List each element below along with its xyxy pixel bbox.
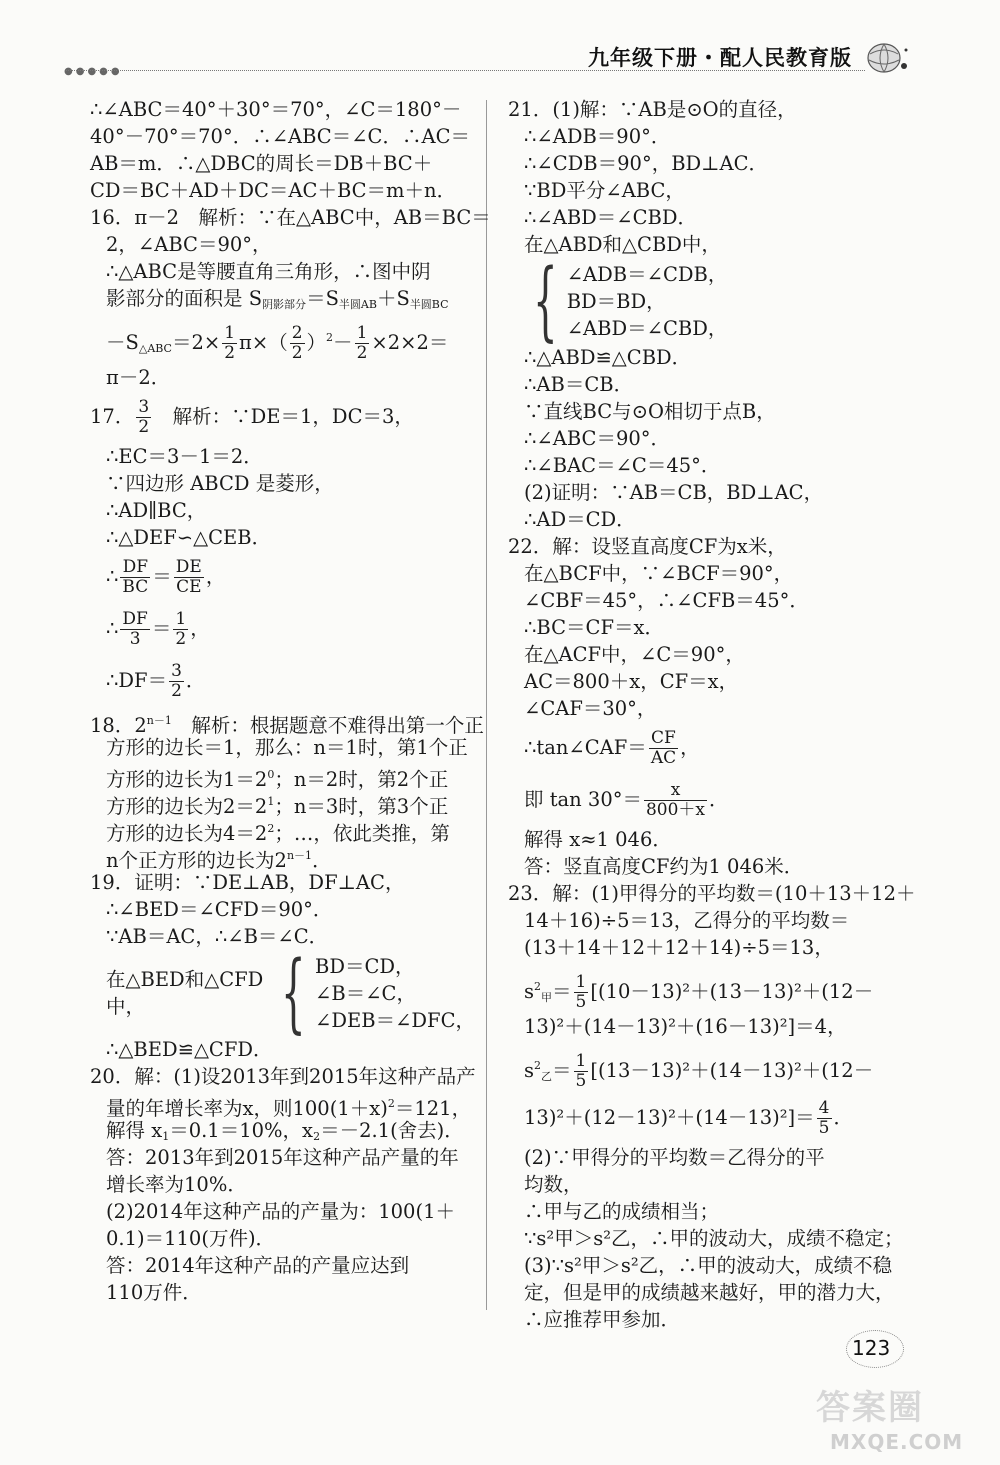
text-line: ∴甲与乙的成绩相当； (524, 1200, 720, 1223)
denominator: 2 (291, 343, 303, 363)
text-line: ∴EC＝3－1＝2． (106, 445, 263, 468)
fraction (574, 1052, 589, 1091)
subscript: 1 (162, 1130, 170, 1143)
text-line: ∠DEB＝∠DFC， (315, 1008, 475, 1032)
text-line (90, 391, 475, 443)
text-fragment: 解析：根据题意不难得出第一个正 (171, 714, 484, 737)
numerator: DE (175, 557, 202, 577)
text-fragment: ＝ (552, 980, 572, 1003)
text-fragment: ， (205, 565, 226, 588)
right-column (508, 96, 916, 1333)
formula-line (90, 603, 475, 655)
text-line: π－2． (106, 366, 171, 389)
denominator: 5 (575, 992, 587, 1012)
page-number (852, 1336, 906, 1364)
text-line: ∴△BED≌△CFD． (106, 1038, 273, 1061)
text-line: 22．解：设竖直高度CF为x米， (508, 535, 787, 558)
subscript: 半圆BC (409, 298, 449, 311)
text-fragment: π×（ (239, 331, 288, 354)
text-fragment: 量的年增长率为x，则100(1＋x) (106, 1097, 388, 1120)
text-fragment: ；n＝3时，第3个正 (274, 795, 449, 818)
numerator: 1 (175, 609, 187, 629)
text-fragment: ∴ (106, 617, 119, 640)
numerator: DF (122, 609, 148, 629)
text-fragment: ， (680, 736, 700, 759)
text-line: 答：2013年到2015年这种产品产量的年 (106, 1146, 459, 1169)
text-line: 20．解：(1)设2013年到2015年这种产品产 (90, 1065, 476, 1088)
numerator: 3 (171, 661, 182, 681)
text-fragment: ×2×2＝ (371, 331, 449, 354)
watermark-logo: 答案圈 (816, 1388, 924, 1428)
fraction (136, 398, 151, 437)
text-fragment: 解得 x (106, 1119, 163, 1142)
denominator: 2 (138, 417, 150, 437)
text-fragment: ． (709, 788, 729, 811)
text-line: ∴△DEF∽△CEB． (106, 526, 272, 549)
text-line: 23．解：(1)甲得分的平均数＝(10＋13＋12＋ (508, 882, 916, 905)
brace-lines (567, 261, 728, 342)
left-column (90, 96, 491, 1306)
answer-21 (508, 96, 908, 533)
text-line: ∵BD平分∠ABC， (524, 179, 685, 202)
left-brace-icon: { (533, 251, 558, 351)
text-line: 均数， (524, 1173, 583, 1196)
superscript: 2 (326, 331, 334, 344)
text-fragment: 解析：∵DE＝1，DC＝3， (153, 405, 414, 428)
superscript: 2 (534, 1059, 542, 1072)
text-fragment: ；…，依此类推，第 (274, 822, 450, 845)
text-fragment: ） (306, 331, 327, 354)
text-line: 0.1)＝110(万件)． (106, 1227, 276, 1250)
text-line: ∴△ABC是等腰直角三角形，∴图中阴 (106, 260, 431, 283)
fraction (817, 1099, 832, 1138)
text-line: 21．(1)解：∵AB是⊙O的直径， (508, 98, 797, 121)
text-fragment: 方形的边长为1＝2 (106, 768, 268, 791)
text-fragment: 即 tan 30°＝ (524, 788, 642, 811)
text-line: ∠B＝∠C， (315, 981, 416, 1005)
text-line: (2)2014年这种产品的产量为：100(1＋ (106, 1200, 455, 1223)
fraction (173, 610, 188, 649)
numerator: 1 (224, 323, 236, 343)
globe-ornament-icon (864, 38, 910, 78)
denominator: 2 (171, 681, 182, 701)
column-divider (486, 100, 487, 1310)
superscript: 2 (387, 1097, 395, 1110)
text-line: ∠CAF＝30°， (524, 697, 657, 720)
text-fragment: 在△BED和△CFD中， (106, 968, 264, 1018)
text-line: 14＋16)÷5＝13，乙得分的平均数＝ (524, 909, 850, 932)
text-fragment: ＝－2.1(舍去)． (320, 1119, 464, 1142)
answer-18 (90, 707, 484, 872)
formula-line (90, 655, 475, 707)
text-fragment: s (524, 980, 535, 1003)
text-line: (3)∵s²甲＞s²乙，∴甲的波动大，成绩不稳 (524, 1254, 893, 1277)
text-fragment: 影部分的面积是 S (106, 287, 263, 310)
text-fragment: 方形的边长为4＝2 (106, 822, 268, 845)
superscript: 2 (267, 822, 275, 835)
superscript: 2 (534, 980, 542, 993)
subscript: 甲 (541, 991, 553, 1004)
text-line: CD＝BC＋AD＋DC＝AC＋BC＝m＋n． (90, 179, 457, 202)
fraction (120, 610, 149, 649)
text-line: BD＝BD， (566, 289, 666, 313)
subscript: △ABC (138, 342, 172, 355)
numerator: 1 (356, 323, 368, 343)
text-fragment: ． (185, 669, 206, 692)
text-line: 增长率为10%． (106, 1173, 247, 1196)
text-line: ∴∠BAC＝∠C＝45°． (524, 454, 721, 477)
text-line: ∴∠ABD＝∠CBD． (524, 206, 698, 229)
superscript: 1 (267, 795, 275, 808)
text-line: (2)∵甲得分的平均数＝乙得分的平 (524, 1146, 825, 1169)
denominator: 2 (224, 343, 236, 363)
fraction (574, 973, 589, 1012)
watermark-url: MXQE.COM (830, 1430, 964, 1454)
answer-19 (90, 869, 475, 1063)
text-line: ∵s²甲＞s²乙，∴甲的波动大，成绩不稳定； (524, 1227, 904, 1250)
numerator: 2 (291, 323, 303, 343)
formula-line (508, 1040, 908, 1092)
text-line (90, 1090, 475, 1120)
text-line: 13)²＋(14－13)²＋(16－13)²]＝4， (524, 1015, 847, 1038)
numerator: 1 (575, 972, 587, 992)
text-fragment: 13)²＋(12－13)²＋(14－13)²]＝ (524, 1106, 815, 1129)
numerator: CF (649, 729, 678, 749)
text-line: 在△BCF中，∵∠BCF＝90°， (524, 562, 794, 585)
text-fragment: 17． (90, 405, 135, 428)
numerator: 4 (818, 1098, 830, 1118)
text-line: ∠CBF＝45°，∴∠CFB＝45°． (524, 589, 809, 612)
text-fragment: － (333, 331, 353, 354)
text-line: ∵四边形 ABCD 是菱形， (106, 472, 334, 495)
answer-23 (508, 880, 916, 1333)
text-fragment: ∴DF＝ (106, 669, 168, 692)
denominator: 800＋x (645, 800, 706, 820)
text-fragment: ＋S (376, 287, 410, 310)
text-line (90, 285, 475, 312)
text-fragment: ． (833, 1106, 854, 1129)
fraction (174, 558, 204, 597)
text-line: ∵AB＝AC，∴∠B＝∠C． (106, 925, 329, 948)
answer-15-continued (90, 96, 475, 204)
text-fragment: ＝121， (394, 1097, 472, 1120)
text-line: 在△ABD和△CBD中， (524, 233, 721, 256)
text-line: ∴△ABD≌△CBD． (524, 346, 692, 369)
denominator: 2 (356, 343, 368, 363)
fraction (169, 662, 184, 701)
denominator: 2 (175, 629, 187, 649)
text-line: (2)证明：∵AB＝CB，BD⊥AC， (524, 481, 824, 504)
text-fragment: ∴ (106, 565, 119, 588)
text-line: 答：竖直高度CF约为1 046米． (524, 855, 804, 878)
superscript: n－1 (146, 714, 172, 727)
text-fragment: [(13－13)²＋(14－13)²＋(12－ (590, 1059, 874, 1082)
text-fragment: [(10－13)²＋(13－13)²＋(12－ (590, 980, 874, 1003)
text-line: ∴∠ADB＝90°． (524, 125, 671, 148)
fraction (222, 324, 237, 363)
answer-22 (508, 533, 908, 880)
denominator: BC (122, 577, 149, 597)
text-fragment: ＝0.1＝10%，x (169, 1119, 314, 1142)
text-fragment: n个正方形的边长为2 (106, 849, 287, 872)
answer-20 (90, 1063, 475, 1306)
text-fragment: ∴tan∠CAF＝ (524, 736, 647, 759)
denominator: CE (176, 577, 202, 597)
text-line: 40°－70°＝70°．∴∠ABC＝∠C．∴AC＝ (90, 125, 470, 148)
text-line (90, 788, 475, 818)
fraction (649, 729, 678, 768)
text-line: ∴∠ABC＝40°＋30°＝70°，∠C＝180°－ (90, 98, 462, 121)
denominator: 3 (129, 629, 141, 649)
left-brace-icon: { (281, 943, 306, 1043)
numerator: x (644, 781, 707, 801)
text-line (90, 761, 475, 791)
text-line: 110万件． (106, 1281, 202, 1304)
text-line (90, 707, 484, 737)
text-line: 答：2014年这种产品的产量应达到 (106, 1254, 410, 1277)
text-line: ∠ADB＝∠CDB， (566, 262, 728, 286)
text-fragment: 方形的边长为2＝2 (106, 795, 268, 818)
text-line: (13＋14＋12＋12＋14)÷5＝13， (524, 936, 834, 959)
superscript: n－1 (286, 849, 313, 862)
text-fragment: ． (312, 849, 332, 872)
text-fragment: ＝ (152, 565, 172, 588)
subscript: 阴影部分 (262, 298, 307, 311)
text-line (90, 842, 475, 872)
text-line: ∴BC＝CF＝x． (524, 616, 664, 639)
numerator: DF (120, 558, 150, 578)
formula-line (508, 774, 908, 826)
text-line: BD＝CD， (315, 954, 415, 978)
text-fragment: ＝ (151, 617, 172, 640)
header-dots-decoration: ●●●●● (64, 66, 123, 77)
page-header (0, 0, 1000, 80)
text-line: ∴∠BED＝∠CFD＝90°． (106, 898, 333, 921)
text-fragment: －S (106, 331, 139, 354)
text-fragment: ＝S (306, 287, 339, 310)
text-line: ∴∠CDB＝90°，BD⊥AC． (524, 152, 768, 175)
text-fragment: ；n＝2时，第2个正 (274, 768, 449, 791)
text-line: ∴AD∥BC， (106, 499, 207, 522)
text-line: 在△ACF中，∠C＝90°， (524, 643, 745, 666)
formula-line (508, 1092, 908, 1144)
formula-line (90, 312, 475, 364)
answer-17 (90, 391, 475, 707)
fraction (644, 781, 707, 820)
page-number-text: 123 (852, 1336, 891, 1360)
text-line (90, 815, 475, 845)
text-line: 16．π－2 解析：∵在△ABC中，AB＝BC＝ (90, 206, 491, 229)
subscript: 2 (313, 1130, 321, 1143)
text-fragment: ＝2× (171, 331, 221, 354)
text-fragment: s (524, 1059, 535, 1082)
brace-lines (315, 953, 475, 1034)
formula-line (508, 722, 908, 774)
fraction (120, 558, 150, 597)
formula-line (90, 551, 475, 603)
denominator: 5 (575, 1071, 587, 1091)
text-line: 2，∠ABC＝90°， (106, 233, 272, 256)
formula-line (508, 961, 908, 1013)
numerator: 3 (138, 397, 150, 417)
answer-16 (90, 204, 491, 391)
text-line: 方形的边长＝1，那么：n＝1时，第1个正 (106, 736, 468, 759)
text-line: 定，但是甲的成绩越来越好，甲的潜力大， (524, 1281, 895, 1304)
brace-system (508, 251, 908, 351)
text-line: ∴AB＝CB． (524, 373, 634, 396)
brace-system (90, 943, 475, 1043)
text-line: ∵直线BC与⊙O相切于点B， (524, 400, 776, 423)
page-number-ring-decoration (846, 1330, 904, 1368)
text-line: AB＝m．∴△DBC的周长＝DB＋BC＋ (90, 152, 433, 175)
book-title: 九年级下册・配人民教育版 (588, 46, 852, 70)
fraction (355, 324, 370, 363)
numerator: 1 (575, 1051, 587, 1071)
text-fragment: 18．2 (90, 714, 147, 737)
text-line: 解得 x≈1 046． (524, 828, 672, 851)
text-line: ∴∠ABC＝90°． (524, 427, 671, 450)
text-line (90, 1117, 475, 1144)
denominator: 5 (818, 1118, 830, 1138)
text-line: ∠ABD＝∠CBD， (566, 316, 728, 340)
text-line: AC＝800＋x，CF＝x， (524, 670, 739, 693)
denominator: AC (650, 748, 677, 768)
text-line: ∴AD＝CD． (524, 508, 636, 531)
text-line: ∴应推荐甲参加． (524, 1308, 681, 1331)
text-line: 19．证明：∵DE⊥AB，DF⊥AC， (90, 871, 405, 894)
superscript: 0 (267, 768, 275, 781)
subscript: 半圆AB (338, 298, 377, 311)
text-fragment: ， (190, 617, 210, 640)
text-fragment: ＝ (552, 1059, 572, 1082)
fraction (290, 324, 305, 363)
subscript: 乙 (541, 1070, 553, 1083)
